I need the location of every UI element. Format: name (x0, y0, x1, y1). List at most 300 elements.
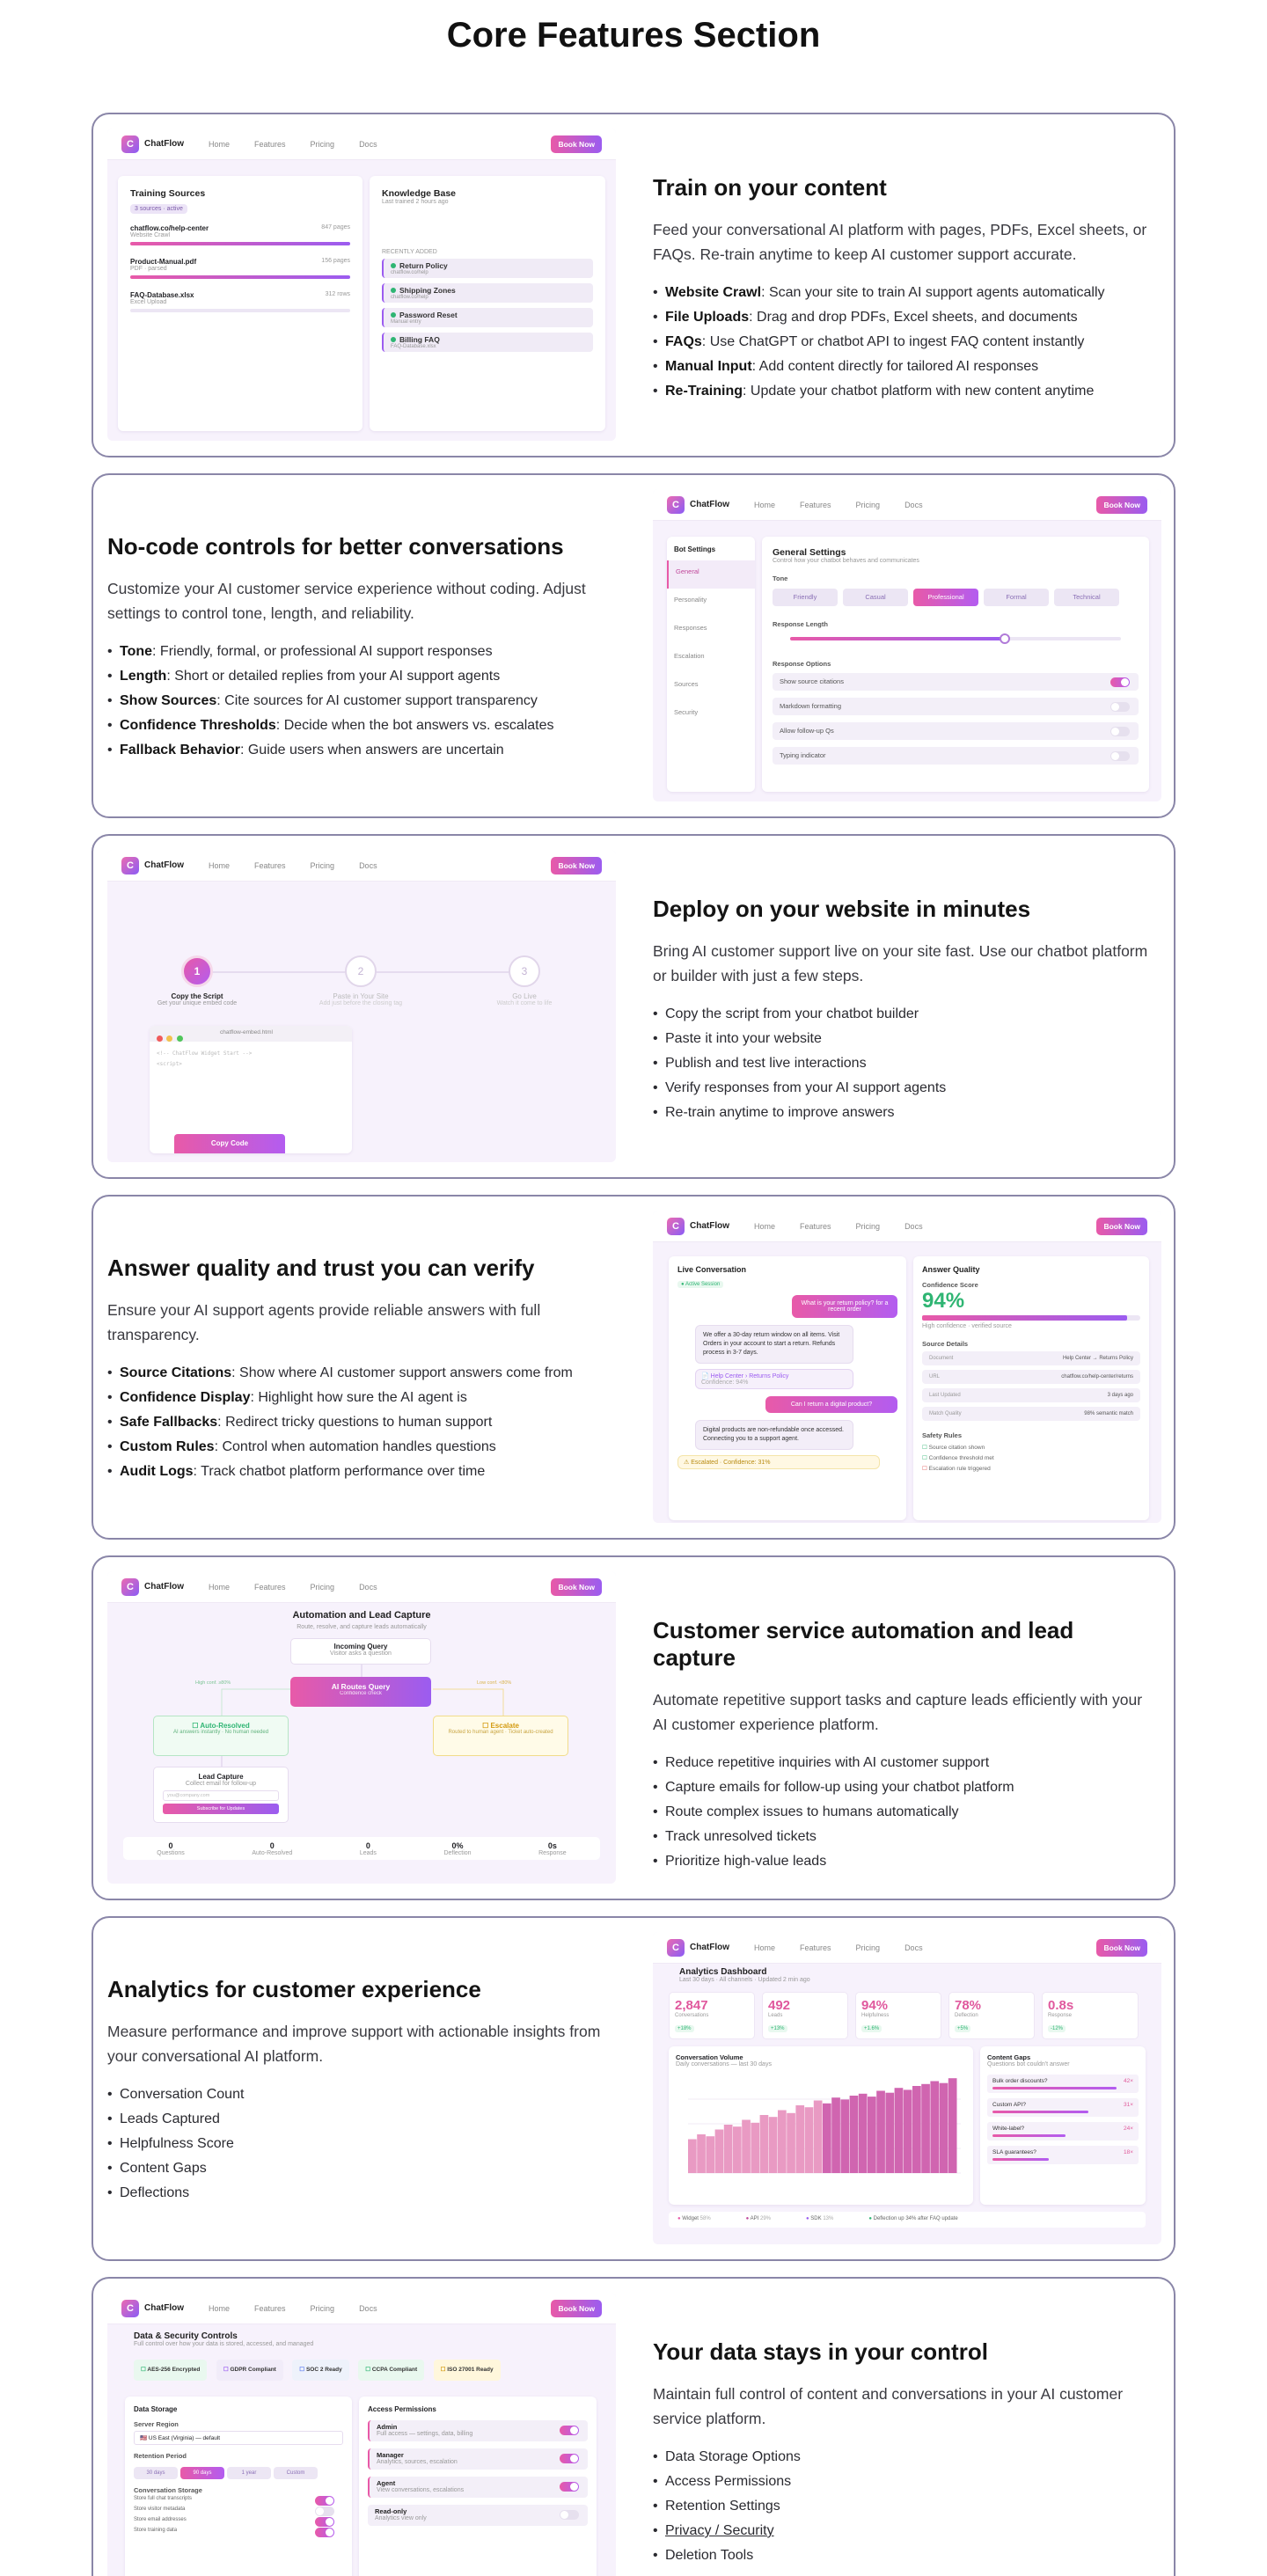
copy-code-button[interactable]: Copy Code (174, 1134, 285, 1153)
insight-text: ● Deflection up 34% after FAQ update (868, 2216, 958, 2221)
code-editor (150, 1026, 352, 1153)
cert-badge: ☐ SOC 2 Ready (292, 2360, 348, 2381)
confidence-label: Confidence Score (922, 1281, 978, 1289)
book-now-button[interactable]: Book Now (1096, 1218, 1147, 1235)
safety-rule: ☐ Source citation shown (922, 1445, 985, 1451)
gap-bar (992, 2087, 1117, 2089)
volume-bar (823, 2104, 831, 2173)
step-3-badge: 3 (509, 955, 540, 987)
kb-item-sub: chatflow.co/help (391, 295, 428, 300)
feature-bullet: • Deflections (107, 2181, 609, 2206)
book-now-button[interactable]: Book Now (1096, 1939, 1147, 1957)
feature-bullet: • Re-Training: Update your chatbot platform with new content anytime (653, 379, 1154, 404)
dashboard-title: Analytics Dashboard (679, 1967, 767, 1977)
volume-bar (769, 2117, 778, 2173)
metrics-bar (123, 1837, 600, 1860)
source-item[interactable] (130, 224, 350, 245)
feature-text (653, 1617, 1154, 1874)
feature-description: Automate repetitive support tasks and capture leads efficiently with your AI customer experience platform. (653, 1691, 1143, 1733)
tone-friendly[interactable]: Friendly (773, 589, 838, 606)
feature-list (653, 281, 1154, 404)
step-2-badge: 2 (345, 955, 377, 987)
toggle-switch[interactable] (315, 2506, 334, 2516)
feature-text (653, 896, 1154, 1125)
source-item[interactable] (130, 291, 350, 312)
status-badge: 3 sources · active (130, 204, 187, 214)
feature-title: Answer quality and trust you can verify (107, 1255, 535, 1281)
section-label: RECENTLY ADDED (382, 249, 437, 255)
retention-selector (134, 2463, 343, 2479)
gap-item[interactable] (987, 2122, 1139, 2141)
book-now-button[interactable]: Book Now (551, 2300, 602, 2317)
retention-option[interactable]: 1 year (227, 2467, 271, 2479)
region-label: Server Region (134, 2420, 179, 2428)
subscribe-button[interactable]: Subscribe for Updates (163, 1804, 279, 1814)
feature-card-data (92, 2277, 1175, 2576)
status-dot-icon (391, 263, 396, 268)
feature-bullet: • Confidence Thresholds: Decide when the bot answers vs. escalates (107, 714, 609, 738)
nav-link-features[interactable]: Features (800, 1943, 831, 1952)
feature-list (653, 1002, 1154, 1125)
nav-link-pricing[interactable]: Pricing (855, 500, 881, 509)
ai-routes-node: AI Routes Query Confidence check (290, 1677, 431, 1707)
nav-link-docs[interactable]: Docs (904, 500, 923, 509)
safety-rules-list (922, 1443, 1140, 1475)
confidence-note: High confidence · verified source (922, 1323, 1012, 1329)
page-title: Core Features Section (446, 16, 821, 55)
feature-bullet: • Safe Fallbacks: Redirect tricky questions to human support (107, 1410, 609, 1435)
source-type: Excel Upload (130, 299, 167, 305)
nav-link-docs[interactable]: Docs (359, 860, 377, 870)
source-type: PDF · parsed (130, 266, 167, 272)
nav-link-pricing[interactable]: Pricing (855, 1221, 881, 1231)
feature-bullet: • Custom Rules: Control when automation handles questions (107, 1435, 609, 1460)
storage-option: Store email addresses (134, 2517, 343, 2528)
feature-description: Feed your conversational AI platform with pages, PDFs, Excel sheets, or FAQs. Re-train anytime to keep AI customer support accurate. (653, 221, 1147, 263)
panel-title: General Settings (773, 547, 846, 558)
length-label: Response Length (773, 620, 828, 628)
kb-item[interactable] (382, 308, 593, 327)
dashboard-subtitle: Last 30 days · All channels · Updated 2 min ago (679, 1977, 810, 1983)
brand-name: ChatFlow (690, 1943, 729, 1952)
source-citation[interactable] (695, 1369, 853, 1389)
panel-title: Knowledge Base (382, 188, 457, 199)
cert-badge: ☐ ISO 27001 Ready (434, 2360, 501, 2381)
kb-item-name: Return Policy (399, 261, 448, 270)
source-row: Match Quality 98% semantic match (922, 1407, 1140, 1421)
feature-bullet: • Length: Short or detailed replies from your AI support agents (107, 664, 609, 689)
gap-count: 42× (1123, 2078, 1133, 2084)
feature-bullet: • Paste it into your website (653, 1027, 1154, 1051)
feature-card-train (92, 113, 1175, 457)
mock-nav (107, 128, 616, 160)
panel-title: Live Conversation (677, 1265, 747, 1274)
feature-description: Ensure your AI support agents provide reliable answers with full transparency. (107, 1301, 541, 1343)
safety-rules-title: Safety Rules (922, 1431, 963, 1439)
knowledge-base-panel (370, 176, 605, 431)
toggle-switch[interactable] (560, 2454, 579, 2463)
feature-title: Analytics for customer experience (107, 1976, 481, 2002)
option-label: Allow follow-up Qs (780, 727, 834, 735)
feature-bullet: • Audit Logs: Track chatbot platform performance over time (107, 1460, 609, 1484)
feature-list (107, 1361, 609, 1484)
option-row (773, 698, 1139, 715)
section-subtitle: Full control over how your data is stored, accessed, and managed (134, 2341, 314, 2347)
volume-bar (697, 2134, 706, 2173)
kb-item[interactable] (382, 283, 593, 303)
controls-mockup (653, 489, 1161, 801)
train-mockup (107, 128, 616, 441)
volume-bar (930, 2082, 939, 2174)
nav-link-docs[interactable]: Docs (359, 2303, 377, 2313)
status-dot-icon (391, 288, 396, 293)
gap-item[interactable] (987, 2146, 1139, 2164)
retention-option[interactable]: 30 days (134, 2467, 178, 2479)
source-item[interactable] (130, 258, 350, 279)
gap-count: 18× (1123, 2149, 1133, 2155)
volume-bar (778, 2111, 787, 2174)
gap-count: 31× (1123, 2102, 1133, 2108)
mock-nav (107, 850, 616, 882)
kb-item[interactable] (382, 333, 593, 352)
escalate-node: ☐ Escalate Routed to human agent · Ticket auto-created (433, 1716, 568, 1756)
nav-link-pricing[interactable]: Pricing (310, 860, 335, 870)
feature-description: Bring AI customer support live on your site fast. Use our chatbot platform or builder with just a few steps. (653, 942, 1148, 984)
logo-icon: C (121, 135, 139, 153)
feature-bullet: • FAQs: Use ChatGPT or chatbot API to ingest FAQ content instantly (653, 330, 1154, 355)
source-row: Last Updated 3 days ago (922, 1388, 1140, 1402)
nav-link-pricing[interactable]: Pricing (310, 1582, 335, 1592)
legend-item: ● Widget 58% (677, 2216, 711, 2221)
book-now-button[interactable]: Book Now (1096, 496, 1147, 514)
stat-card: 492 Leads +13% (762, 1992, 848, 2039)
gap-question: Custom API? (992, 2102, 1026, 2108)
kb-item-name: Shipping Zones (399, 286, 456, 295)
toggle-switch[interactable] (1110, 702, 1130, 712)
feature-bullet: • Fallback Behavior: Guide users when answers are uncertain (107, 738, 609, 763)
quality-mockup (653, 1211, 1161, 1523)
retention-option[interactable]: Custom (274, 2467, 318, 2479)
tone-formal[interactable]: Formal (984, 589, 1049, 606)
feature-card-deploy (92, 834, 1175, 1179)
volume-bar (868, 2097, 876, 2173)
volume-bar (795, 2105, 804, 2173)
nav-link-docs[interactable]: Docs (904, 1943, 923, 1952)
slider-fill (790, 637, 1005, 640)
feature-bullet: • Helpfulness Score (107, 2132, 609, 2156)
nav-link-home[interactable]: Home (209, 2303, 231, 2313)
feature-bullet: • Verify responses from your AI support agents (653, 1076, 1154, 1101)
feature-text (107, 1255, 609, 1484)
feature-bullet: • Retention Settings (653, 2494, 1154, 2519)
cert-badge: ☐ AES-256 Encrypted (134, 2360, 207, 2381)
option-label: Markdown formatting (780, 702, 842, 710)
feature-card-controls (92, 473, 1175, 818)
feature-bullet: • Website Crawl: Scan your site to train AI support agents automatically (653, 281, 1154, 305)
feature-bullet: • Track unresolved tickets (653, 1825, 1154, 1849)
feature-bullet: • Re-train anytime to improve answers (653, 1101, 1154, 1125)
minimize-dot-icon (166, 1036, 172, 1042)
gap-question: Bulk order discounts? (992, 2078, 1048, 2084)
panel-title: Data Storage (134, 2405, 178, 2413)
nav-link-home[interactable]: Home (754, 500, 776, 509)
bot-message: We offer a 30-day return window on all items. Visit Orders in your account to start a return. Refunds process in 3-7 days. (695, 1325, 853, 1364)
toggle-switch[interactable] (315, 2496, 334, 2506)
feature-title: Customer service automation and lead capture (653, 1617, 1074, 1671)
volume-bar (885, 2093, 894, 2173)
metric: 0 Leads (359, 1841, 377, 1856)
source-meta: 312 rows (325, 291, 350, 297)
feature-bullet: • Privacy / Security (653, 2519, 1154, 2543)
nav-link-pricing[interactable]: Pricing (310, 2303, 335, 2313)
nav-link-home[interactable]: Home (754, 1221, 776, 1231)
logo-icon: C (121, 2300, 139, 2317)
volume-bar (948, 2078, 957, 2173)
feature-title: No-code controls for better conversations (107, 533, 564, 560)
user-message: Can I return a digital product? (765, 1396, 897, 1413)
feature-bullet: • Source Citations: Show where AI customer support answers come from (107, 1361, 609, 1386)
volume-bars (676, 2067, 966, 2191)
panel-title: Content Gaps (987, 2053, 1031, 2061)
region-select[interactable]: 🇺🇸 US East (Virginia) — default (134, 2431, 343, 2445)
metric: 0 Auto-Resolved (252, 1841, 293, 1856)
stat-card: 0.8s Response -12% (1042, 1992, 1139, 2039)
nav-link-home[interactable]: Home (754, 1943, 776, 1952)
chart-subtitle: Daily conversations — last 30 days (676, 2061, 772, 2067)
nav-link-features[interactable]: Features (254, 139, 286, 149)
tone-casual[interactable]: Casual (843, 589, 908, 606)
mock-nav (653, 489, 1161, 521)
length-slider[interactable] (790, 637, 1121, 640)
logo-icon: C (121, 857, 139, 875)
feature-text (107, 1976, 609, 2206)
slider-handle[interactable] (1000, 633, 1010, 644)
step-1-label: Copy the Script Get your unique embed code (157, 992, 238, 1006)
status-dot-icon (391, 312, 396, 318)
cert-badge: ☐ CCPA Compliant (358, 2360, 424, 2381)
status-dot-icon (391, 337, 396, 342)
kb-item[interactable] (382, 259, 593, 278)
toggle-switch[interactable] (560, 2426, 579, 2435)
toggle-switch[interactable] (560, 2510, 579, 2520)
progress-bar (130, 275, 350, 279)
data-storage-panel (125, 2397, 352, 2576)
storage-option: Store training data (134, 2528, 343, 2538)
volume-bar (742, 2120, 751, 2174)
toggle-switch[interactable] (1110, 677, 1130, 687)
tone-selector (773, 588, 1139, 606)
gap-item[interactable] (987, 2098, 1139, 2117)
kb-item-name: Billing FAQ (399, 335, 440, 344)
tone-label: Tone (773, 574, 788, 582)
volume-bar (859, 2094, 868, 2173)
role-row: Manager Analytics, sources, escalation (368, 2448, 588, 2470)
source-details-title: Source Details (922, 1340, 969, 1348)
book-now-button[interactable]: Book Now (551, 135, 602, 153)
security-header (134, 2331, 313, 2347)
nav-link-pricing[interactable]: Pricing (855, 1943, 881, 1952)
feature-bullet: • Data Storage Options (653, 2445, 1154, 2470)
code-line: <!-- ChatFlow Widget Start --> (157, 1050, 253, 1057)
panel-subtitle: Control how your chatbot behaves and communicates (773, 558, 919, 564)
section-title: Data & Security Controls (134, 2331, 238, 2341)
toggle-switch[interactable] (315, 2517, 334, 2527)
feature-text (653, 2338, 1154, 2568)
bot-message: Digital products are non-refundable once accessed. Connecting you to a support agent. (695, 1420, 853, 1450)
feature-title: Train on your content (653, 174, 887, 201)
nav-link-features[interactable]: Features (254, 1582, 286, 1592)
confidence-fill (922, 1315, 1127, 1321)
legend-item: ● SDK 13% (806, 2216, 834, 2221)
volume-bar (831, 2097, 840, 2173)
general-settings-panel (762, 537, 1149, 792)
gap-bar (992, 2111, 1088, 2113)
chart-legend (669, 2212, 1146, 2228)
role-row: Agent View conversations, escalations (368, 2477, 588, 2498)
book-now-button[interactable]: Book Now (551, 857, 602, 875)
panel-subtitle: Questions bot couldn't answer (987, 2061, 1070, 2067)
sidebar-item-sources[interactable]: Sources (674, 680, 699, 688)
logo-icon: C (667, 1939, 685, 1957)
tone-technical[interactable]: Technical (1054, 589, 1119, 606)
volume-bar (940, 2083, 948, 2173)
feature-bullet: • Publish and test live interactions (653, 1051, 1154, 1076)
option-row (773, 747, 1139, 765)
confidence-bar (922, 1315, 1140, 1321)
feature-bullet: • Show Sources: Cite sources for AI customer support transparency (107, 689, 609, 714)
volume-bar (850, 2096, 859, 2173)
feature-bullet: • Content Gaps (107, 2156, 609, 2181)
sidebar-item-responses[interactable]: Responses (674, 624, 707, 632)
close-dot-icon (157, 1036, 163, 1042)
feature-bullet: • Leads Captured (107, 2107, 609, 2132)
retention-option[interactable]: 90 days (180, 2467, 224, 2479)
low-confidence-label: Low conf. <80% (477, 1680, 512, 1686)
step-3-label: Go Live Watch it come to life (496, 992, 553, 1006)
option-row (773, 722, 1139, 740)
step-1-badge: 1 (181, 955, 213, 987)
volume-bar (751, 2123, 759, 2173)
toggle-switch[interactable] (560, 2482, 579, 2492)
escalation-notice: ⚠ Escalated · Confidence: 31% (677, 1455, 880, 1469)
feature-list (107, 640, 609, 763)
sidebar-item-security[interactable]: Security (674, 708, 699, 716)
source-row: Document Help Center → Returns Policy (922, 1351, 1140, 1365)
role-row: Read-only Analytics view only (368, 2505, 588, 2526)
code-block (150, 1042, 352, 1077)
feature-card-analytics (92, 1916, 1175, 2261)
data-mockup (107, 2293, 616, 2576)
nav-link-features[interactable]: Features (254, 2303, 286, 2313)
volume-bar (921, 2084, 930, 2173)
logo-icon: C (667, 1218, 685, 1235)
option-row (773, 673, 1139, 691)
sidebar-item-personality[interactable]: Personality (674, 596, 707, 604)
volume-bar (876, 2091, 885, 2174)
panel-title: Access Permissions (368, 2405, 436, 2413)
feature-text (653, 174, 1154, 404)
toggle-switch[interactable] (315, 2528, 334, 2537)
nav-link-features[interactable]: Features (800, 1221, 831, 1231)
nav-link-pricing[interactable]: Pricing (310, 139, 335, 149)
volume-bar (895, 2088, 904, 2173)
nav-link-home[interactable]: Home (209, 139, 231, 149)
toggle-switch[interactable] (1110, 751, 1130, 761)
nav-link-docs[interactable]: Docs (359, 1582, 377, 1592)
sidebar-item-general[interactable]: General (667, 560, 755, 589)
brand-name: ChatFlow (690, 500, 729, 509)
kb-item-sub: Manual entry (391, 319, 421, 325)
volume-bar (912, 2086, 921, 2173)
nav-link-docs[interactable]: Docs (904, 1221, 923, 1231)
lead-sub: Collect email for follow-up (185, 1781, 257, 1787)
feature-list (653, 2445, 1154, 2568)
nav-link-home[interactable]: Home (209, 860, 231, 870)
book-now-button[interactable]: Book Now (551, 1578, 602, 1596)
volume-bar (706, 2136, 714, 2173)
kb-item-sub: chatflow.co/help (391, 270, 428, 275)
automation-mockup (107, 1571, 616, 1884)
nav-link-docs[interactable]: Docs (359, 139, 377, 149)
brand-name: ChatFlow (144, 2303, 184, 2313)
toggle-switch[interactable] (1110, 727, 1130, 736)
feature-title: Your data stays in your control (653, 2338, 988, 2365)
feature-bullet: • Access Permissions (653, 2470, 1154, 2494)
progress-bar (130, 309, 350, 312)
gap-bar (992, 2134, 1066, 2137)
options-label: Response Options (773, 660, 831, 668)
panel-subtitle: Last trained 2 hours ago (382, 199, 449, 205)
tone-professional[interactable]: Professional (913, 589, 978, 606)
feature-list (653, 1751, 1154, 1874)
source-name: FAQ-Database.xlsx (130, 291, 194, 299)
brand-name: ChatFlow (144, 139, 184, 149)
content-gaps-panel (980, 2046, 1146, 2205)
metric: 0% Deflection (443, 1841, 472, 1856)
nav-link-features[interactable]: Features (800, 500, 831, 509)
feature-bullet: • Prioritize high-value leads (653, 1849, 1154, 1874)
sidebar-title: Bot Settings (674, 545, 716, 553)
progress-bar (130, 242, 350, 245)
high-confidence-label: High conf. ≥80% (195, 1680, 231, 1686)
gap-count: 24× (1123, 2126, 1133, 2132)
volume-bar (814, 2101, 823, 2174)
training-sources-panel (118, 176, 363, 431)
legend-item: ● API 29% (745, 2216, 771, 2221)
sidebar-item-escalation[interactable]: Escalation (674, 652, 705, 660)
source-type: Website Crawl (130, 232, 170, 238)
nav-link-features[interactable]: Features (254, 860, 286, 870)
option-label: Show source citations (780, 677, 844, 685)
volume-bar (688, 2140, 697, 2174)
live-conversation-panel (669, 1256, 906, 1520)
gap-item[interactable] (987, 2075, 1139, 2093)
email-field[interactable]: you@company.com (163, 1790, 279, 1801)
feature-text (107, 533, 609, 763)
flow-subtitle: Route, resolve, and capture leads automatically (297, 1624, 427, 1630)
incoming-query-node: Incoming Query Visitor asks a question (290, 1638, 431, 1665)
step-2-label: Paste in Your Site Add just before the closing tag (319, 992, 403, 1006)
feature-card-automation (92, 1555, 1175, 1900)
nav-link-home[interactable]: Home (209, 1582, 231, 1592)
volume-bar (760, 2115, 769, 2173)
volume-bar (715, 2130, 724, 2174)
mock-nav (653, 1932, 1161, 1964)
lead-capture-node (153, 1767, 289, 1823)
analytics-mockup (653, 1932, 1161, 2244)
feature-bullet: • Confidence Display: Highlight how sure the AI agent is (107, 1386, 609, 1410)
source-row: URL chatflow.co/help-center/returns (922, 1370, 1140, 1384)
